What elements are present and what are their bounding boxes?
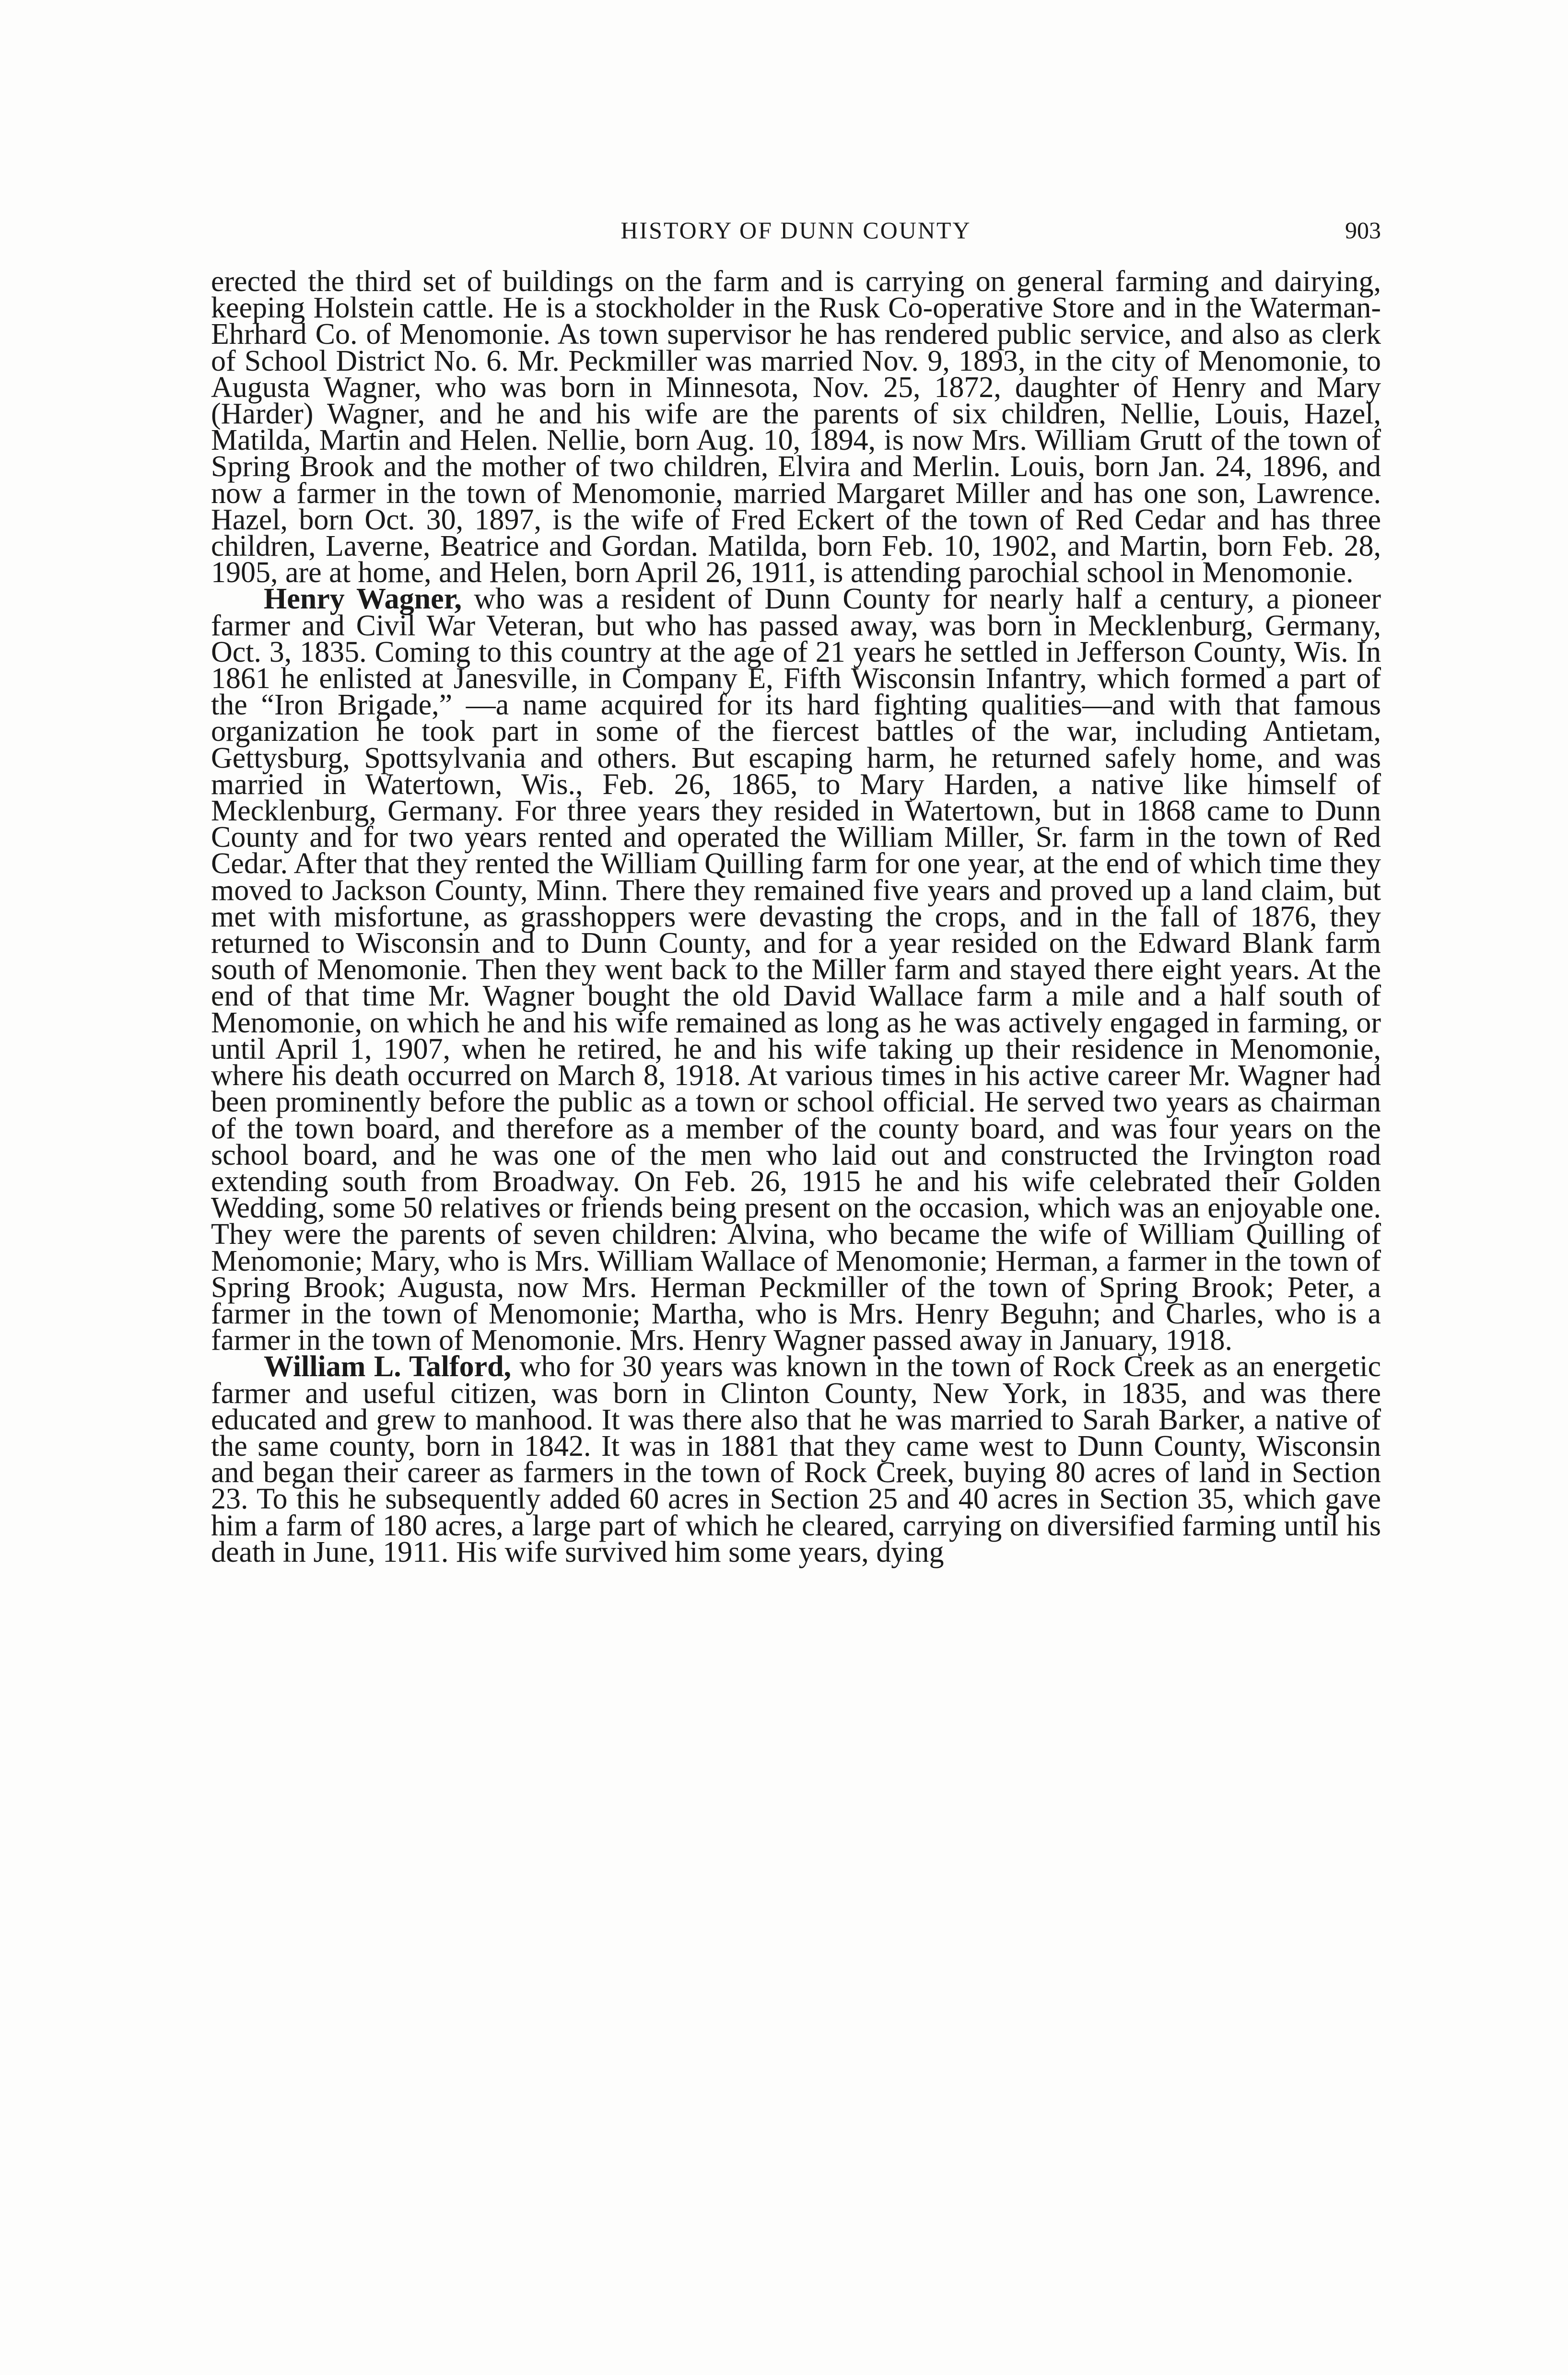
page-number: 903 [1345,217,1381,244]
body-text [211,265,1381,1568]
paragraph-text: who was a resident of Dunn County for nearly half a century, a pioneer farmer and Civil War Veteran, but who has passed away, was born in Mecklenburg, Germany, Oct. 3, 1835. Coming to this country at the age of 21 years he settled in Jefferson County, Wis. In 1861 he enlisted at Janesville, in Company E, Fifth Wisconsin Infantry, which formed a part of the “Iron Brigade,” —a name acquired for its hard fighting qualities—and with that famous organization he took part in some of the fiercest battles of the war, including Antietam, Gettysburg, Spottsylvania and others. But escaping harm, he returned safely home, and was married in Watertown, Wis., Feb. 26, 1865, to Mary Harden, a native like himself of Mecklenburg, Germany. For three years they resided in Watertown, but in 1868 came to Dunn County and for two years rented and operated the William Miller, Sr. farm in the town of Red Cedar. After that they rented the William Quilling farm for one year, at the end of which time they moved to Jackson County, Minn. There they remained five years and proved up a land claim, but met with misfortune, as grasshoppers were devasting the crops, and in the fall of 1876, they returned to Wisconsin and to Dunn County, and for a year resided on the Edward Blank farm south of Menomonie. Then they went back to the Miller farm and stayed there eight years. At the end of that time Mr. Wagner bought the old David Wallace farm a mile and a half south of Menomonie, on which he and his wife remained as long as he was actively engaged in farming, or until April 1, 1907, when he retired, he and his wife taking up their residence in Menomonie, where his death occurred on March 8, 1918. At various times in his active career Mr. Wagner had been prominently before the public as a town or school official. He served two years as chairman of the town board, and therefore as a member of the county board, and was four years on the school board, and he was one of the men who laid out and constructed the Irvington road extending south from Broadway. On Feb. 26, 1915 he and his wife celebrated their Golden Wedding, some 50 relatives or friends being present on the occasion, which was an enjoyable one. They were the parents of seven children: Alvina, who became the wife of William Quilling of Menomonie; Mary, who is Mrs. William Wallace of Menomonie; Herman, a farmer in the town of Spring Brook; Augusta, now Mrs. Herman Peckmiller of the town of Spring Brook; Peter, a farmer in the town of Menomonie; Martha, who is Mrs. Henry Beguhn; and Charles, who is a farmer in the town of Menomonie. Mrs. Henry Wagner passed away in January, 1918. [211,583,1381,1357]
page-header [211,211,1381,249]
biography-william-talford [211,1350,1381,1568]
running-head: HISTORY OF DUNN COUNTY [620,217,971,244]
entry-name: Henry Wagner, [264,583,462,616]
paragraph-text: who for 30 years was known in the town of Rock Creek as an energetic farmer and useful citizen, was born in Clinton County, New York, in 1835, and was there educated and grew to manhood. It was there also that he was married to Sarah Barker, a native of the same county, born in 1842. It was in 1881 that they came west to Dunn County, Wisconsin and began their career as farmers in the town of Rock Creek, buying 80 acres of land in Section 23. To this he subsequently added 60 acres in Section 25 and 40 acres in Section 35, which gave him a farm of 180 acres, a large part of which he cleared, carrying on diversified farming until his death in June, 1911. His wife survived him some years, dying [211,1350,1381,1568]
paragraph-continuation [211,265,1381,589]
entry-name: William L. Talford, [264,1350,512,1383]
biography-henry-wagner [211,583,1381,1357]
paragraph-text: erected the third set of buildings on the farm and is carrying on general farming and dairying, keeping Holstein cattle. He is a stockholder in the Rusk Co-operative Store and in the Waterman-Ehrhard Co. of Menomonie. As town supervisor he has rendered public service, and also as clerk of School District No. 6. Mr. Peckmiller was married Nov. 9, 1893, in the city of Menomonie, to Augusta Wagner, who was born in Minnesota, Nov. 25, 1872, daughter of Henry and Mary (Harder) Wagner, and he and his wife are the parents of six children, Nellie, Louis, Hazel, Matilda, Martin and Helen. Nellie, born Aug. 10, 1894, is now Mrs. William Grutt of the town of Spring Brook and the mother of two children, Elvira and Merlin. Louis, born Jan. 24, 1896, and now a farmer in the town of Menomonie, married Margaret Miller and has one son, Lawrence. Hazel, born Oct. 30, 1897, is the wife of Fred Eckert of the town of Red Cedar and has three children, Laverne, Beatrice and Gordan. Matilda, born Feb. 10, 1902, and Martin, born Feb. 28, 1905, are at home, and Helen, born April 26, 1911, is attending parochial school in Menomonie. [211,265,1381,589]
